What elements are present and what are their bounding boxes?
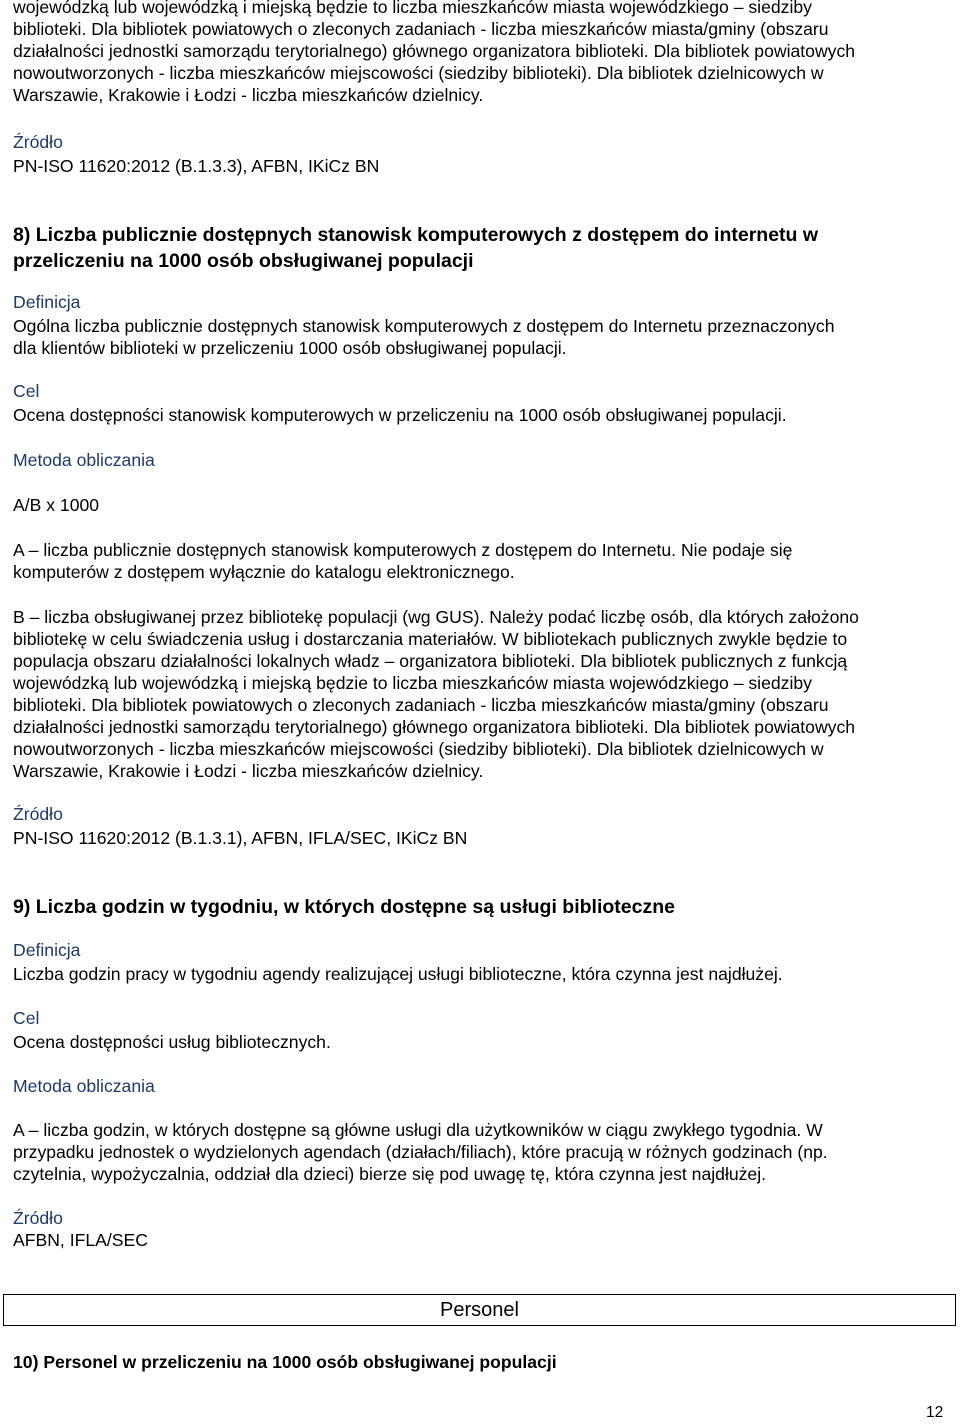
- goal-text: Ocena dostępności usług bibliotecznych.: [13, 1032, 331, 1052]
- text-line: Ogólna liczba publicznie dostępnych stanowisk komputerowych z dostępem do Internetu przeznaczonych: [13, 316, 835, 336]
- method-label: Metoda obliczania: [13, 450, 155, 470]
- goal-text: Ocena dostępności stanowisk komputerowych w przeliczeniu na 1000 osób obsługiwanej populacji.: [13, 405, 787, 425]
- text-line: przypadku jednostek o wydzielonych agendach (działach/filiach), które pracują w różnych godzinach (np.: [13, 1142, 828, 1162]
- text-line: biblioteki. Dla bibliotek powiatowych o zleconych zadaniach - liczba mieszkańców miasta/gminy (obszaru: [13, 695, 829, 715]
- text-line: B – liczba obsługiwanej przez bibliotekę populacji (wg GUS). Należy podać liczbę osób, dla których założono: [13, 607, 859, 627]
- section-8-heading: [13, 222, 948, 274]
- text-line: działalności jednostki samorządu terytorialnego) głównego organizatora biblioteki. Dla bibliotek powiatowych: [13, 717, 856, 737]
- top-paragraph: [13, 0, 948, 106]
- text-line: Warszawie, Krakowie i Łodzi - liczba mieszkańców dzielnicy.: [13, 85, 484, 105]
- text-line: działalności jednostki samorządu terytorialnego) głównego organizatora biblioteki. Dla bibliotek powiatowych: [13, 41, 856, 61]
- text-line: wojewódzką lub wojewódzką i miejską będzie to liczba mieszkańców miasta wojewódzkiego – siedziby: [13, 0, 812, 17]
- variable-b-description: [13, 606, 948, 782]
- heading-line: przeliczeniu na 1000 osób obsługiwanej populacji: [13, 250, 474, 272]
- text-line: A – liczba godzin, w których dostępne są główne usługi dla użytkowników w ciągu zwykłego tygodnia. W: [13, 1120, 823, 1140]
- source-text: AFBN, IFLA/SEC: [13, 1230, 148, 1250]
- source-text: PN-ISO 11620:2012 (B.1.3.1), AFBN, IFLA/SEC, IKiCz BN: [13, 828, 468, 848]
- source-label: Źródło: [13, 804, 63, 824]
- definition-label: Definicja: [13, 292, 81, 312]
- text-line: komputerów z dostępem wyłącznie do katalogu elektronicznego.: [13, 562, 515, 582]
- text-line: dla klientów biblioteki w przeliczeniu 1000 osób obsługiwanej populacji.: [13, 338, 567, 358]
- text-line: biblioteki. Dla bibliotek powiatowych o zleconych zadaniach - liczba mieszkańców miasta/gminy (obszaru: [13, 19, 829, 39]
- definition-text: Liczba godzin pracy w tygodniu agendy realizującej usługi biblioteczne, która czynna jest najdłużej.: [13, 964, 783, 984]
- definition-text: [13, 315, 948, 359]
- method-label: Metoda obliczania: [13, 1076, 155, 1096]
- text-line: nowoutworzonych - liczba mieszkańców miejscowości (siedziby biblioteki). Dla bibliotek dzielnicowych w: [13, 739, 824, 759]
- formula: A/B x 1000: [13, 495, 100, 515]
- text-line: populacja obszaru działalności lokalnych władz – organizatora biblioteki. Dla bibliotek publicznych z funkcją: [13, 651, 848, 671]
- text-line: wojewódzką lub wojewódzką i miejską będzie to liczba mieszkańców miasta wojewódzkiego – siedziby: [13, 673, 812, 693]
- variable-a-description: [13, 539, 948, 583]
- section-box-personel: [3, 1294, 956, 1326]
- goal-label: Cel: [13, 1008, 40, 1028]
- source-label: Źródło: [13, 132, 63, 152]
- section-9-heading: 9) Liczba godzin w tygodniu, w których dostępne są usługi biblioteczne: [13, 896, 675, 918]
- definition-label: Definicja: [13, 940, 81, 960]
- page-number: 12: [926, 1404, 944, 1421]
- text-line: czytelnia, wypożyczalnia, oddział dla dzieci) bierze się pod uwagę tę, która czynna jest najdłużej.: [13, 1164, 767, 1184]
- text-line: Warszawie, Krakowie i Łodzi - liczba mieszkańców dzielnicy.: [13, 761, 484, 781]
- text-line: bibliotekę w celu świadczenia usług i dostarczania materiałów. W bibliotekach publicznych zwykle będzie to: [13, 629, 848, 649]
- section-box-title: Personel: [440, 1299, 519, 1321]
- source-text: PN-ISO 11620:2012 (B.1.3.3), AFBN, IKiCz BN: [13, 156, 380, 176]
- heading-line: 8) Liczba publicznie dostępnych stanowisk komputerowych z dostępem do internetu w: [13, 224, 819, 246]
- method-text: [13, 1119, 948, 1185]
- section-10-heading: 10) Personel w przeliczeniu na 1000 osób obsługiwanej populacji: [13, 1352, 557, 1372]
- goal-label: Cel: [13, 381, 40, 401]
- text-line: A – liczba publicznie dostępnych stanowisk komputerowych z dostępem do Internetu. Nie podaje się: [13, 540, 793, 560]
- source-label: Źródło: [13, 1208, 63, 1228]
- text-line: nowoutworzonych - liczba mieszkańców miejscowości (siedziby biblioteki). Dla bibliotek dzielnicowych w: [13, 63, 824, 83]
